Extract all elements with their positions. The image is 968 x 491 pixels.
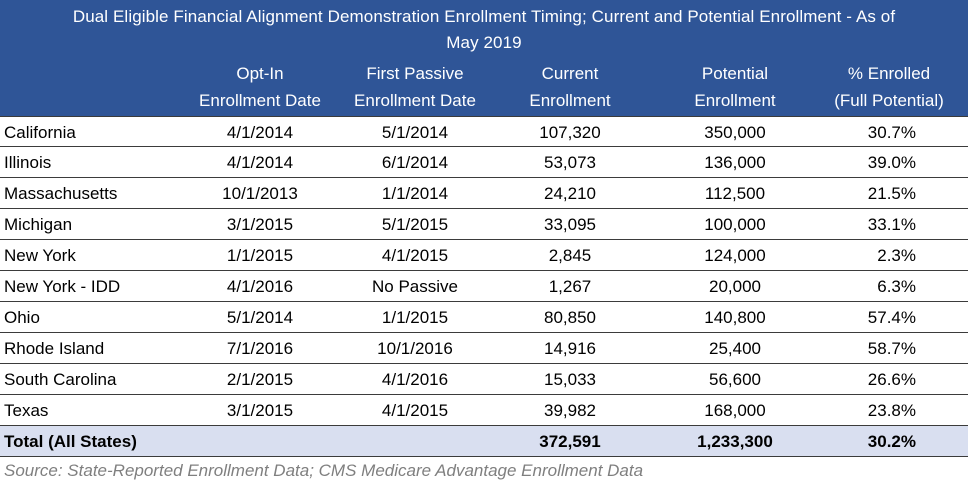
cell-state: Massachusetts	[4, 184, 118, 203]
cell-state: South Carolina	[4, 370, 117, 389]
table-row	[0, 178, 968, 209]
cell-state: Ohio	[4, 308, 40, 327]
cell-passive-date: 10/1/2016	[377, 339, 453, 358]
table-row	[0, 147, 968, 178]
cell-optin-date: 4/1/2016	[226, 277, 294, 296]
table-row	[0, 395, 968, 426]
table-row	[0, 271, 968, 302]
total-potential-enrollment: 1,233,300	[697, 432, 773, 451]
table-row	[0, 209, 968, 240]
cell-optin-date: 4/1/2014	[226, 123, 294, 142]
total-pct-enrolled: 30.2%	[867, 432, 916, 451]
column-header-optin: Opt-In Enrollment Date	[199, 64, 321, 110]
cell-current-enrollment: 80,850	[544, 308, 596, 327]
cell-optin-date: 3/1/2015	[226, 215, 294, 234]
cell-pct-enrolled: 6.3%	[877, 277, 916, 296]
cell-potential-enrollment: 168,000	[704, 401, 766, 420]
cell-state: Illinois	[4, 153, 52, 172]
cell-pct-enrolled: 33.1%	[867, 215, 916, 234]
cell-current-enrollment: 14,916	[544, 339, 596, 358]
cell-state: Rhode Island	[4, 339, 105, 358]
cell-optin-date: 3/1/2015	[226, 401, 294, 420]
cell-optin-date: 7/1/2016	[226, 339, 294, 358]
cell-pct-enrolled: 26.6%	[867, 370, 916, 389]
cell-optin-date: 5/1/2014	[226, 308, 294, 327]
cell-optin-date: 2/1/2015	[226, 370, 294, 389]
cell-potential-enrollment: 112,500	[704, 184, 766, 203]
cell-pct-enrolled: 57.4%	[867, 308, 916, 327]
cell-state: New York	[4, 246, 76, 265]
cell-passive-date: No Passive	[372, 277, 458, 296]
title-line-2: May 2019	[446, 33, 522, 52]
cell-potential-enrollment: 124,000	[704, 246, 766, 265]
title-line-1: Dual Eligible Financial Alignment Demonstration Enrollment Timing; Current and Potential Enrollment - As of	[72, 7, 896, 26]
cell-current-enrollment: 39,982	[544, 401, 596, 420]
cell-pct-enrolled: 2.3%	[877, 246, 916, 265]
cell-potential-enrollment: 100,000	[704, 215, 766, 234]
total-current-enrollment: 372,591	[539, 432, 601, 451]
cell-potential-enrollment: 350,000	[704, 123, 766, 142]
cell-passive-date: 1/1/2014	[381, 184, 449, 203]
cell-pct-enrolled: 30.7%	[867, 123, 916, 142]
cell-pct-enrolled: 21.5%	[867, 184, 916, 203]
cell-passive-date: 1/1/2015	[381, 308, 449, 327]
table-row	[0, 333, 968, 364]
table-header	[0, 0, 968, 116]
cell-pct-enrolled: 23.8%	[867, 401, 916, 420]
column-header-potential: Potential Enrollment	[694, 64, 776, 110]
column-header-current: Current Enrollment	[529, 64, 611, 110]
cell-potential-enrollment: 136,000	[704, 153, 766, 172]
cell-state: California	[4, 123, 76, 142]
cell-optin-date: 10/1/2013	[222, 184, 298, 203]
cell-passive-date: 4/1/2015	[381, 401, 449, 420]
cell-optin-date: 1/1/2015	[226, 246, 294, 265]
column-header-pct: % Enrolled (Full Potential)	[834, 64, 944, 110]
cell-state: New York - IDD	[4, 277, 121, 296]
table-row	[0, 116, 968, 147]
cell-pct-enrolled: 39.0%	[867, 153, 916, 172]
cell-state: Texas	[4, 401, 49, 420]
cell-passive-date: 5/1/2015	[381, 215, 449, 234]
cell-current-enrollment: 1,267	[548, 277, 592, 296]
table-title	[0, 4, 968, 56]
cell-current-enrollment: 15,033	[544, 370, 596, 389]
table-body	[0, 116, 968, 457]
cell-potential-enrollment: 25,400	[709, 339, 761, 358]
cell-passive-date: 5/1/2014	[381, 123, 449, 142]
table-row	[0, 302, 968, 333]
cell-passive-date: 4/1/2015	[381, 246, 449, 265]
cell-potential-enrollment: 20,000	[709, 277, 761, 296]
source-note: Source: State-Reported Enrollment Data; CMS Medicare Advantage Enrollment Data	[4, 461, 644, 480]
cell-current-enrollment: 107,320	[539, 123, 601, 142]
cell-pct-enrolled: 58.7%	[867, 339, 916, 358]
total-row	[0, 426, 968, 457]
cell-current-enrollment: 24,210	[544, 184, 596, 203]
cell-potential-enrollment: 56,600	[709, 370, 761, 389]
total-label: Total (All States)	[4, 432, 137, 451]
cell-state: Michigan	[4, 215, 73, 234]
cell-passive-date: 6/1/2014	[381, 153, 449, 172]
table-row	[0, 364, 968, 395]
cell-optin-date: 4/1/2014	[226, 153, 294, 172]
column-header-passive: First Passive Enrollment Date	[354, 64, 476, 110]
cell-passive-date: 4/1/2016	[381, 370, 449, 389]
table-row	[0, 240, 968, 271]
cell-potential-enrollment: 140,800	[704, 308, 766, 327]
cell-current-enrollment: 53,073	[544, 153, 596, 172]
cell-current-enrollment: 2,845	[548, 246, 592, 265]
cell-current-enrollment: 33,095	[544, 215, 596, 234]
